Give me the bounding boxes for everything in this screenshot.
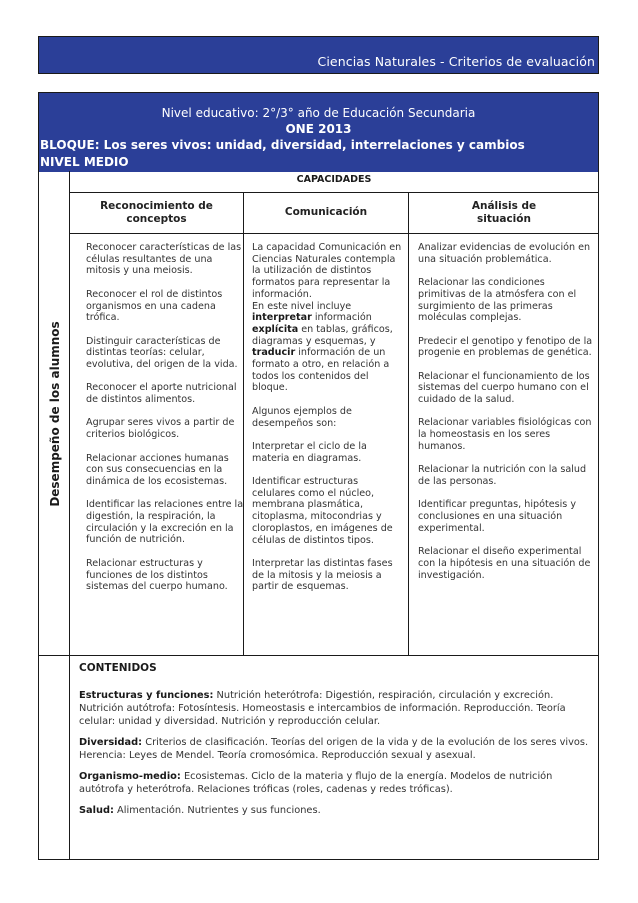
content-item <box>79 736 593 762</box>
content-text: Nutrición heterótrofa: Digestión, respiración, circulación y excreción. Nutrición autótrofa: Fotosíntesis. Homeostasis e intercambios de información. Reproducción. Teoría celular: unidad y diversidad. Nutrición y reproducción celular. <box>79 690 566 727</box>
list-item: Reconocer características de las células resultantes de una mitosis y una meiosis. <box>86 242 242 277</box>
content-text: Alimentación. Nutrientes y sus funciones. <box>113 805 321 816</box>
list-item: Reconocer el rol de distintos organismos en una cadena trófica. <box>86 288 223 324</box>
content-item <box>79 689 593 728</box>
list-item: Predecir el genotipo y fenotipo de la progenie en problemas de genética. <box>418 335 593 359</box>
divider <box>408 192 409 655</box>
intro-line: en tablas, gráficos, diagramas y esquemas, y <box>252 323 393 347</box>
divider <box>38 655 599 656</box>
content-item <box>79 770 593 796</box>
capacidades-title: CAPACIDADES <box>296 174 372 185</box>
content-item <box>79 804 593 817</box>
frame-header <box>39 93 598 172</box>
side-label: Desempeño de los alumnos <box>48 321 62 507</box>
content-label: Estructuras y funciones: <box>79 690 214 701</box>
col-header-line: situación <box>477 213 531 225</box>
list-item: Relacionar la nutrición con la salud de las personas. <box>418 464 587 487</box>
divider <box>69 233 599 234</box>
intro-line: información <box>311 312 372 324</box>
list-item: Interpretar el ciclo de la materia en diagramas. <box>252 440 367 464</box>
divider <box>69 192 599 193</box>
list-item: Identificar preguntas, hipótesis y conclusiones en una situación experimental. <box>418 499 576 534</box>
list-item: Relacionar el funcionamiento de los sistemas del cuerpo humano con el cuidado de la salud. <box>418 370 590 406</box>
col-header-line: Análisis de <box>471 200 537 212</box>
list-item: Relacionar estructuras y funciones de los distintos sistemas del cuerpo humano. <box>86 557 228 593</box>
keyword: explícita <box>252 323 299 335</box>
keyword: traducir <box>252 347 296 359</box>
intro-line: información de un formato a otro, en relación a todos los contenidos del bloque. <box>252 347 390 394</box>
banner-title: Ciencias Naturales - Criterios de evaluación <box>317 54 595 69</box>
nivel-medio: NIVEL MEDIO <box>40 155 129 169</box>
intro-line: En este nivel incluye <box>252 300 352 312</box>
list-item: Relacionar las condiciones primitivas de la atmósfera con el surgimiento de las primeras moléculas complejas. <box>418 277 577 324</box>
nivel-educativo: Nivel educativo: 2°/3° año de Educación Secundaria <box>161 106 476 120</box>
list-item: Relacionar variables fisiológicas con la homeostasis en los seres humanos. <box>418 417 592 452</box>
divider <box>69 171 70 860</box>
list-item: Analizar evidencias de evolución en una situación problemática. <box>418 242 591 265</box>
col-reconocimiento <box>86 242 244 605</box>
col-header-reconocimiento <box>70 200 243 226</box>
col-header-comunicacion <box>244 206 408 219</box>
contenidos-title: CONTENIDOS <box>79 662 157 674</box>
list-item: Reconocer el aporte nutricional de distintos alimentos. <box>86 382 237 406</box>
one-year: ONE 2013 <box>285 122 352 136</box>
intro-line: La capacidad Comunicación en Ciencias Naturales contempla la utilización de distintos formatos para representar la información. <box>252 242 402 300</box>
col-header-line: Comunicación <box>284 206 368 218</box>
side-label-cell <box>41 174 69 654</box>
content-label: Salud: <box>79 805 114 816</box>
content-text: Criterios de clasificación. Teorías del origen de la vida y de la evolución de los seres vivos. Herencia: Leyes de Mendel. Teoría cromosómica. Reproducción sexual y asexual. <box>79 737 589 761</box>
content-text: Ecosistemas. Ciclo de la materia y flujo de la energía. Modelos de nutrición autótrofa y heterótrofa. Relaciones tróficas (roles, cadenas y redes tróficas). <box>79 771 553 795</box>
list-item: Distinguir características de distintas teorías: celular, evolutiva, del origen de la vida. <box>86 335 238 370</box>
intro-text <box>252 242 402 394</box>
col-header-line: Reconocimiento de <box>100 200 213 212</box>
keyword: interpretar <box>252 312 312 324</box>
top-banner <box>38 36 599 74</box>
list-item: Identificar estructuras celulares como el núcleo, membrana plasmática, citoplasma, mitocondrias y cloroplastos, en imágenes de células de distintos tipos. <box>252 476 393 546</box>
list-item: Algunos ejemplos de desempeños son: <box>252 405 352 429</box>
list-item: Interpretar las distintas fases de la mitosis y la meiosis a partir de esquemas. <box>252 557 393 593</box>
content-label: Diversidad: <box>79 737 143 748</box>
col-header-line: conceptos <box>126 213 187 225</box>
list-item: Relacionar acciones humanas con sus consecuencias en la dinámica de los ecosistemas. <box>86 452 229 487</box>
bloque-title: BLOQUE: Los seres vivos: unidad, diversidad, interrelaciones y cambios <box>40 138 525 152</box>
list-item: Relacionar el diseño experimental con la hipótesis en una situación de investigación. <box>418 546 591 581</box>
contenidos-section <box>79 662 593 825</box>
col-analisis <box>418 242 594 593</box>
list-item: Identificar las relaciones entre la digestión, la respiración, la circulación y la excreción en la función de nutrición. <box>86 499 244 546</box>
content-label: Organismo-medio: <box>79 771 181 782</box>
col-comunicacion <box>252 242 402 605</box>
col-header-analisis <box>409 200 599 226</box>
list-item: Agrupar seres vivos a partir de criterios biológicos. <box>86 417 235 441</box>
